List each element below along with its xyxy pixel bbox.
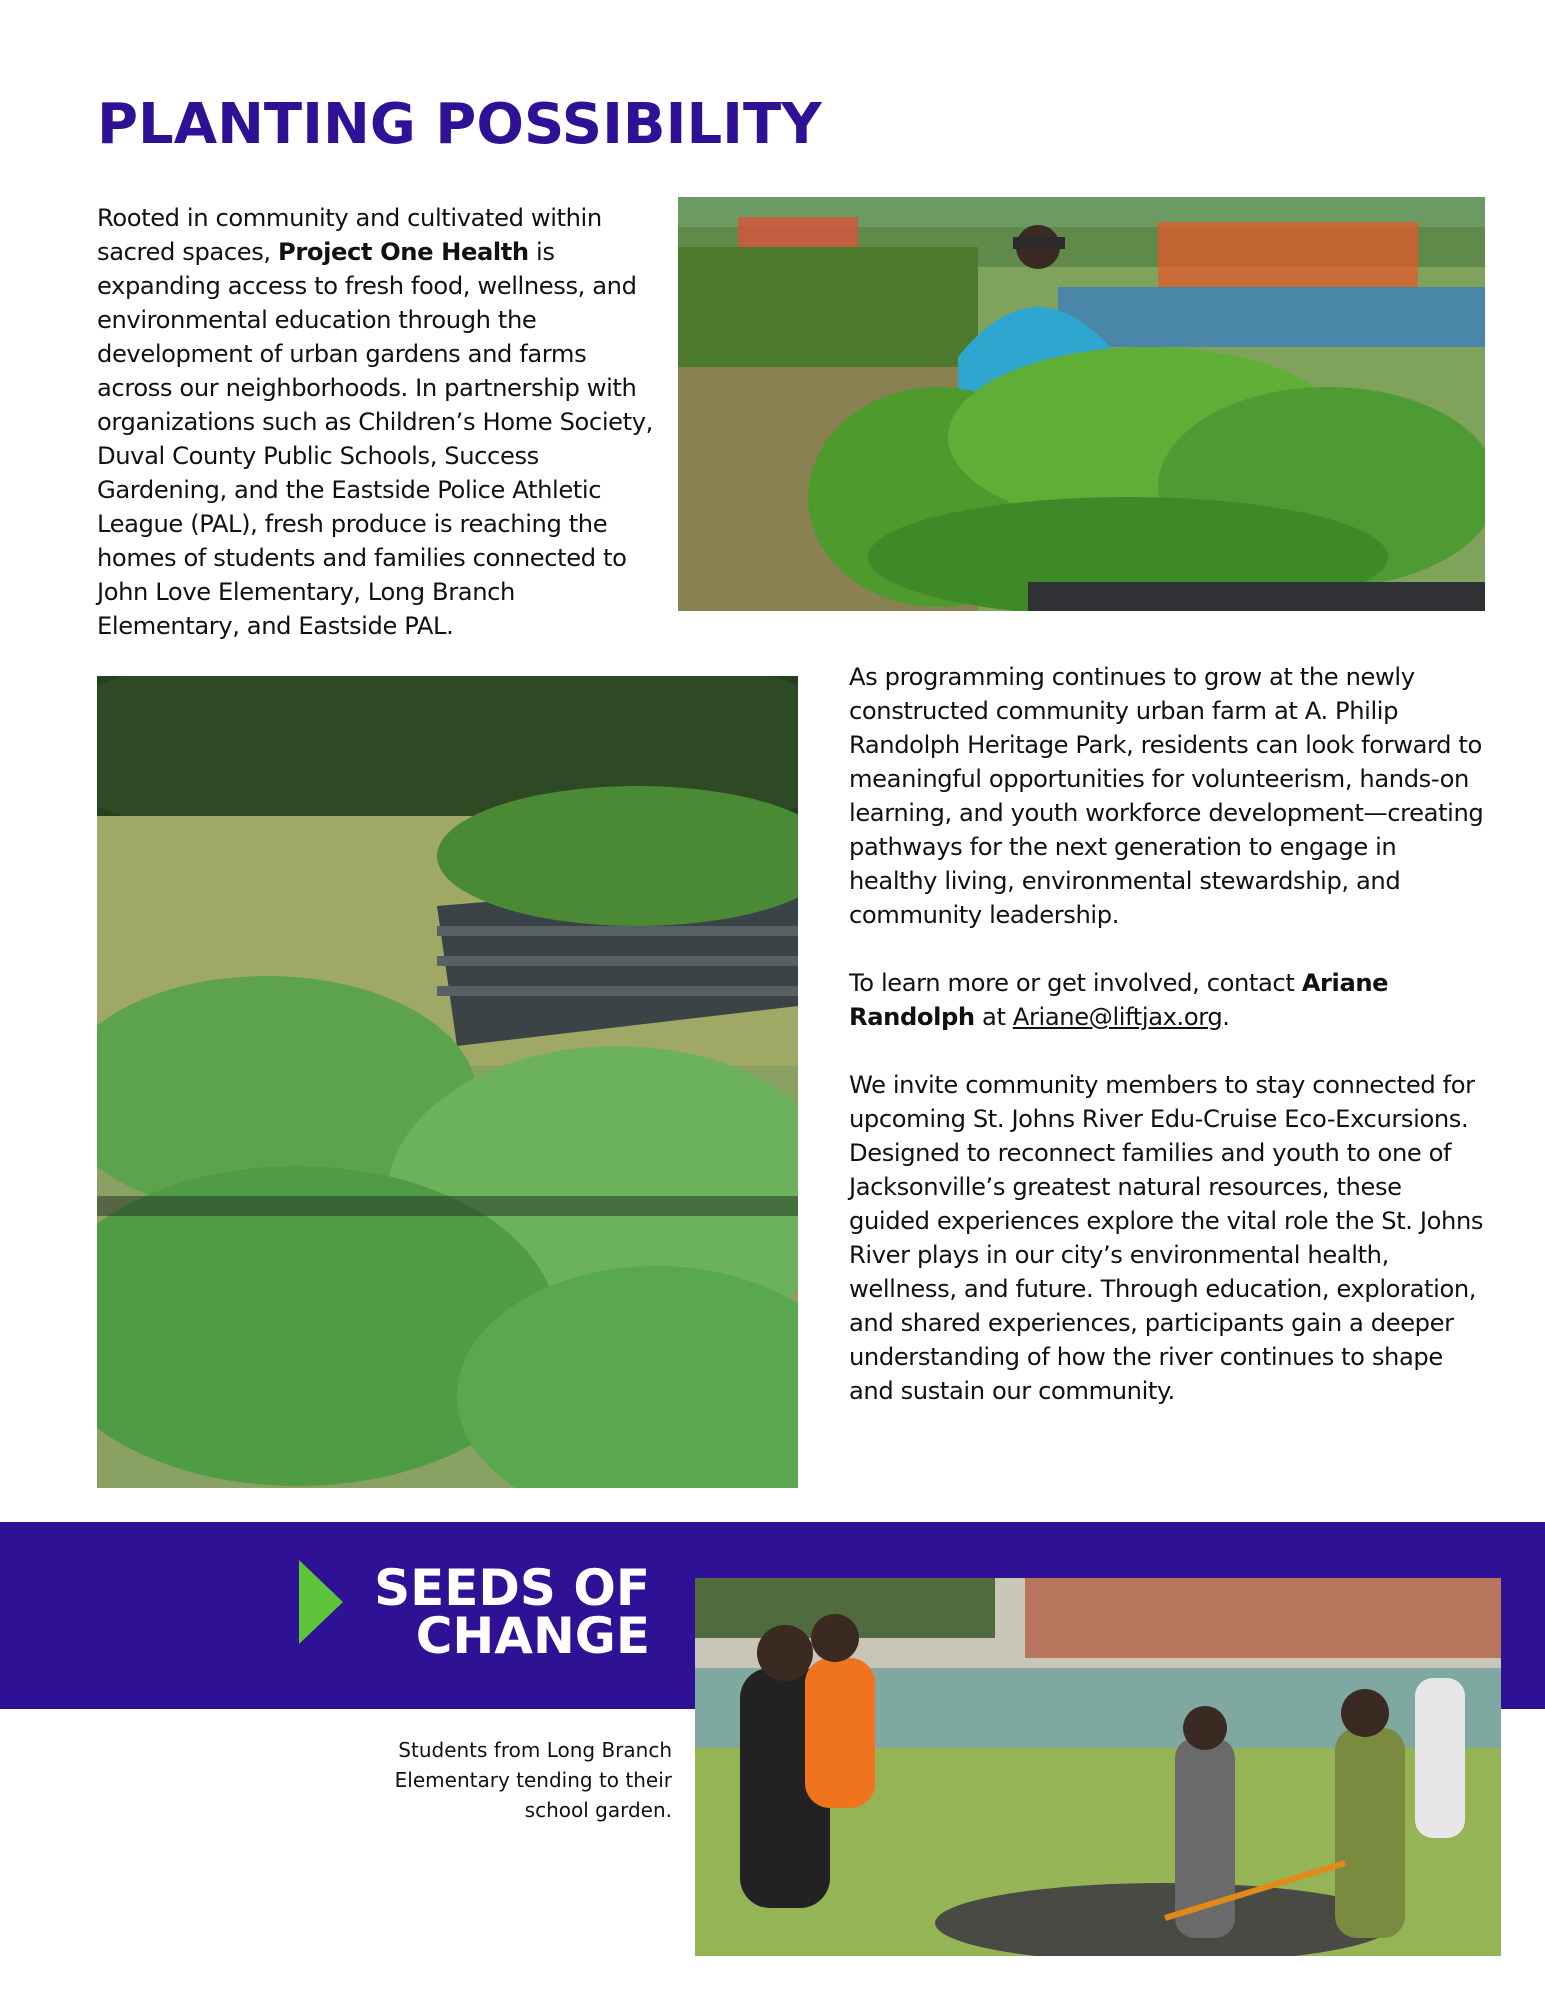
intro-paragraph xyxy=(97,201,659,643)
contact-email-link[interactable]: Ariane@liftjax.org xyxy=(1012,1003,1223,1031)
students-garden-photo xyxy=(695,1578,1501,1956)
right-column xyxy=(849,660,1484,1442)
garden-volunteer-photo xyxy=(678,197,1485,611)
contact-name: Ariane Randolph xyxy=(849,969,1389,1031)
intro-text-start: Rooted in community and cultivated within sacred spaces, xyxy=(97,204,602,266)
contact-prefix: To learn more or get involved, contact xyxy=(849,969,1302,997)
page-title: PLANTING POSSIBILITY xyxy=(97,92,822,157)
org-name: Project One Health xyxy=(278,238,529,266)
chevron-right-icon xyxy=(299,1560,343,1644)
contact-paragraph xyxy=(849,966,1484,1034)
raised-garden-beds-photo xyxy=(97,676,798,1488)
edu-cruise-paragraph: We invite community members to stay connected for upcoming St. Johns River Edu-Cruise Eco-Excursions. Designed to reconnect families and youth to one of Jacksonville’s greatest natural resources, these guided experiences explore the vital role the St. Johns River plays in our city’s environmental health, wellness, and future. Through education, exploration, and shared experiences, participants gain a deeper understanding of how the river continues to shape and sustain our community. xyxy=(849,1071,1484,1405)
banner-line-2: CHANGE xyxy=(415,1607,650,1665)
contact-mid: at xyxy=(974,1003,1013,1031)
intro-text-end: is expanding access to fresh food, wellness, and environmental education through the development of urban gardens and farms across our neighborhoods. In partnership with organizations such as Children’s Home Society, Duval County Public Schools, Success Gardening, and the Eastside Police Athletic League (PAL), fresh produce is reaching the homes of students and families connected to John Love Elementary, Long Branch Elementary, and Eastside PAL. xyxy=(97,238,653,640)
photo-caption: Students from Long Branch Elementary tending to their school garden. xyxy=(394,1738,672,1822)
contact-suffix: . xyxy=(1222,1003,1230,1031)
urban-farm-paragraph: As programming continues to grow at the newly constructed community urban farm at A. Philip Randolph Heritage Park, residents can look forward to meaningful opportunities for volunteerism, hands-on learning, and youth workforce development—creating pathways for the next generation to engage in healthy living, environmental stewardship, and community leadership. xyxy=(849,663,1484,929)
banner-heading xyxy=(340,1559,650,1665)
banner-line-1: SEEDS OF xyxy=(374,1559,650,1617)
